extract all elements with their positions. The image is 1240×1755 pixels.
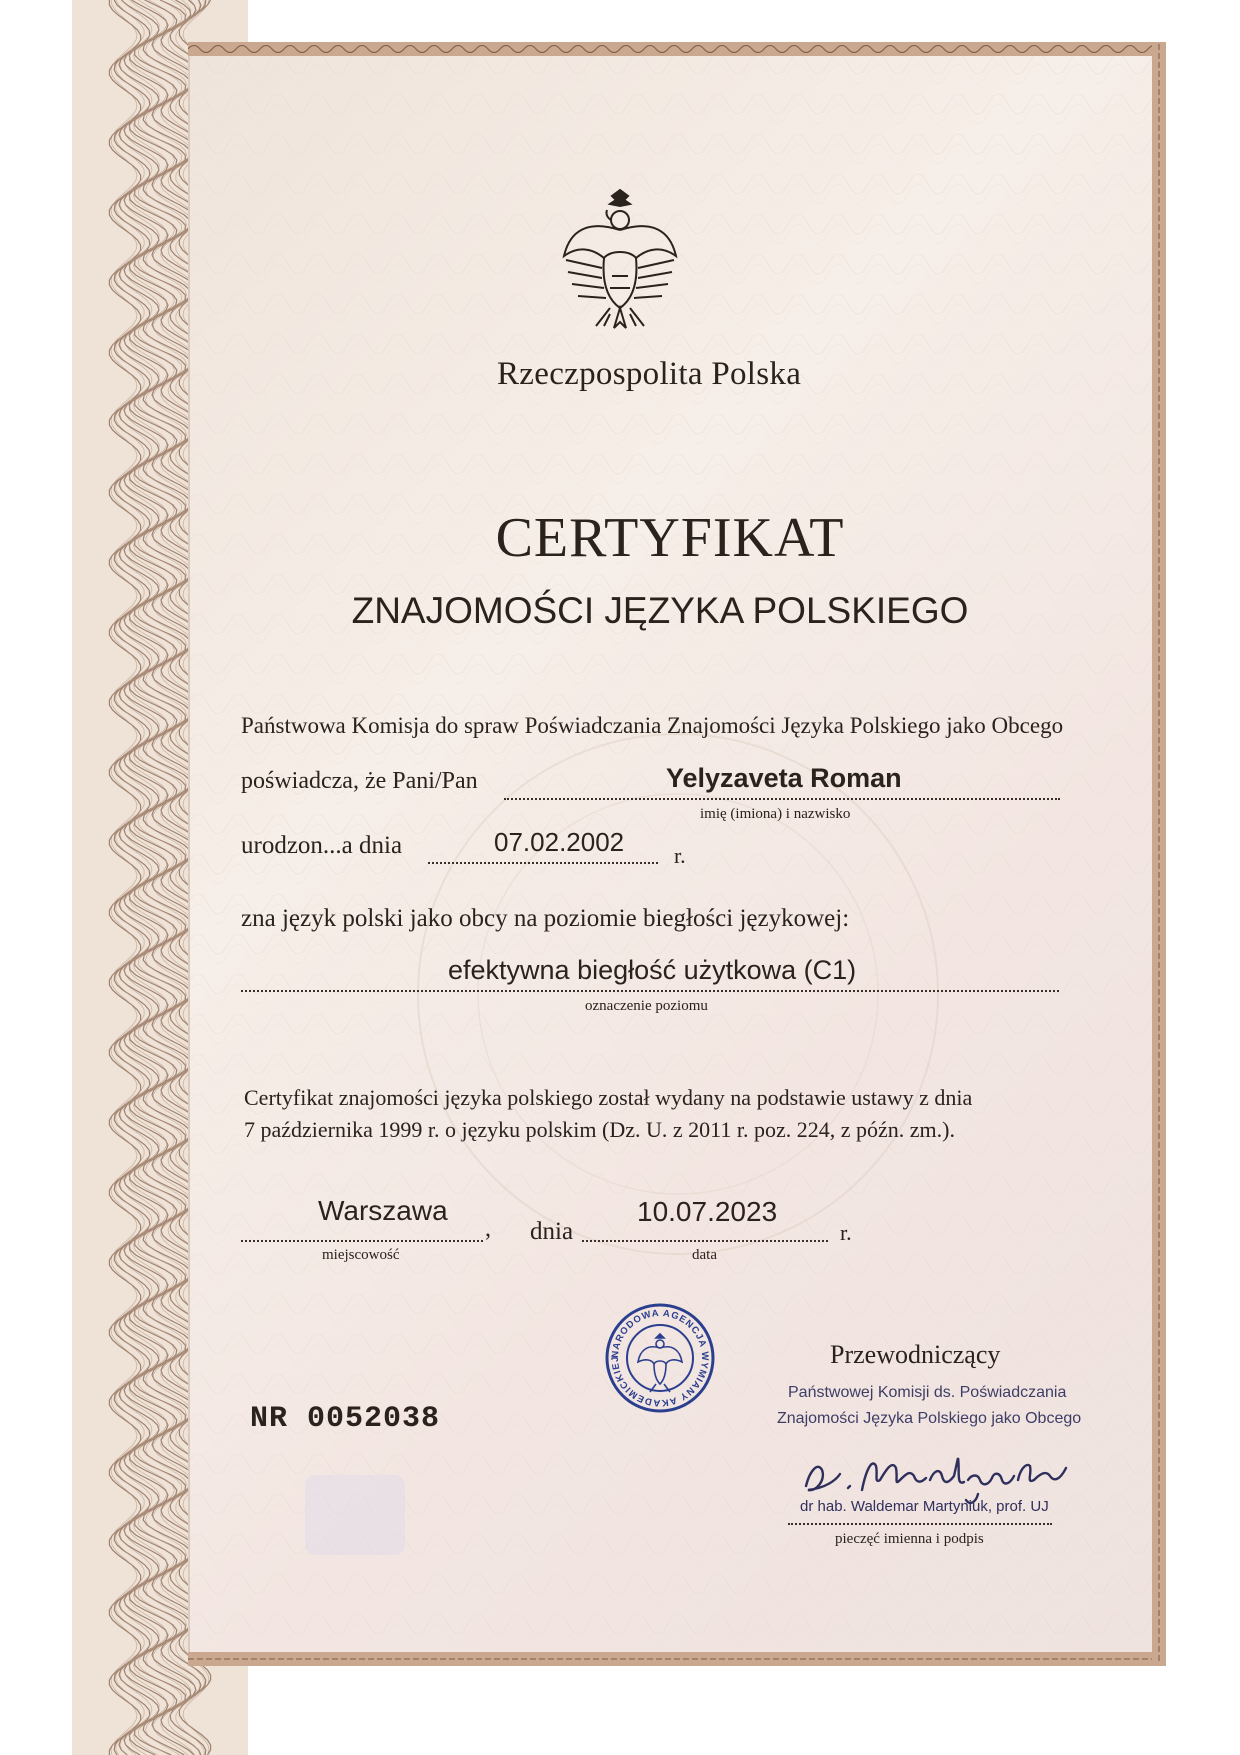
chair-stamp-line-1: Państwowej Komisji ds. Poświadczania — [788, 1384, 1067, 1401]
issue-date: 10.07.2023 — [637, 1196, 778, 1227]
svg-text:NARODOWA AGENCJA WYMIANY AKADE — [610, 1308, 710, 1408]
proficiency-level: efektywna biegłość użytkowa (C1) — [448, 955, 857, 985]
issue-place: Warszawa — [318, 1195, 448, 1226]
official-seal-icon — [604, 1302, 716, 1414]
seal-text: NARODOWA AGENCJA WYMIANY AKADEMICKIEJ — [609, 1307, 711, 1409]
birth-date-dotted-line — [428, 862, 658, 864]
birth-date: 07.02.2002 — [494, 827, 625, 857]
signature-dotted-line — [788, 1523, 1052, 1525]
certifies-label: poświadcza, że Pani/Pan — [241, 768, 478, 794]
place-dotted-line — [241, 1240, 483, 1242]
polish-eagle-emblem-icon — [558, 180, 682, 336]
legal-basis-line-1: Certyfikat znajomości języka polskiego został wydany na podstawie ustawy z dnia — [244, 1085, 973, 1110]
birth-date-suffix: r. — [674, 843, 686, 868]
holder-name-caption: imię (imiona) i nazwisko — [700, 806, 851, 822]
place-caption: miejscowość — [322, 1247, 400, 1263]
certificate-subtitle: ZNAJOMOŚCI JĘZYKA POLSKIEGO — [351, 590, 969, 631]
date-caption: data — [692, 1247, 717, 1263]
born-label: urodzon...a dnia — [241, 832, 403, 859]
date-label: dnia — [530, 1218, 574, 1245]
date-dotted-line — [582, 1240, 828, 1242]
knows-language-line: zna język polski jako obcy na poziomie biegłości językowej: — [241, 905, 850, 932]
place-comma: , — [485, 1216, 491, 1242]
legal-basis-line-2: 7 października 1999 r. o języku polskim (Dz. U. z 2011 r. poz. 224, z późn. zm.). — [244, 1117, 955, 1142]
proficiency-level-caption: oznaczenie poziomu — [585, 998, 708, 1014]
country-name: Rzeczpospolita Polska — [497, 356, 802, 392]
serial-number: NR 0052038 — [250, 1402, 441, 1436]
chair-title: Przewodniczący — [830, 1340, 1001, 1369]
level-dotted-line — [241, 990, 1059, 992]
frame-border-top — [188, 42, 1166, 56]
frame-border-bottom — [188, 1652, 1166, 1666]
date-suffix: r. — [840, 1220, 852, 1245]
holder-name: Yelyzaveta Roman — [666, 763, 902, 793]
commission-line: Państwowa Komisja do spraw Poświadczania Znajomości Języka Polskiego jako Obcego — [241, 713, 1064, 738]
frame-border-right — [1152, 44, 1166, 1664]
signer-name: dr hab. Waldemar Martyniuk, prof. UJ — [800, 1498, 1049, 1515]
certificate-title: CERTYFIKAT — [495, 507, 845, 569]
chair-stamp-line-2: Znajomości Języka Polskiego jako Obcego — [777, 1410, 1082, 1427]
faint-watermark-icon — [300, 1470, 410, 1560]
name-dotted-line — [504, 798, 1060, 800]
signature-caption: pieczęć imienna i podpis — [835, 1531, 984, 1547]
